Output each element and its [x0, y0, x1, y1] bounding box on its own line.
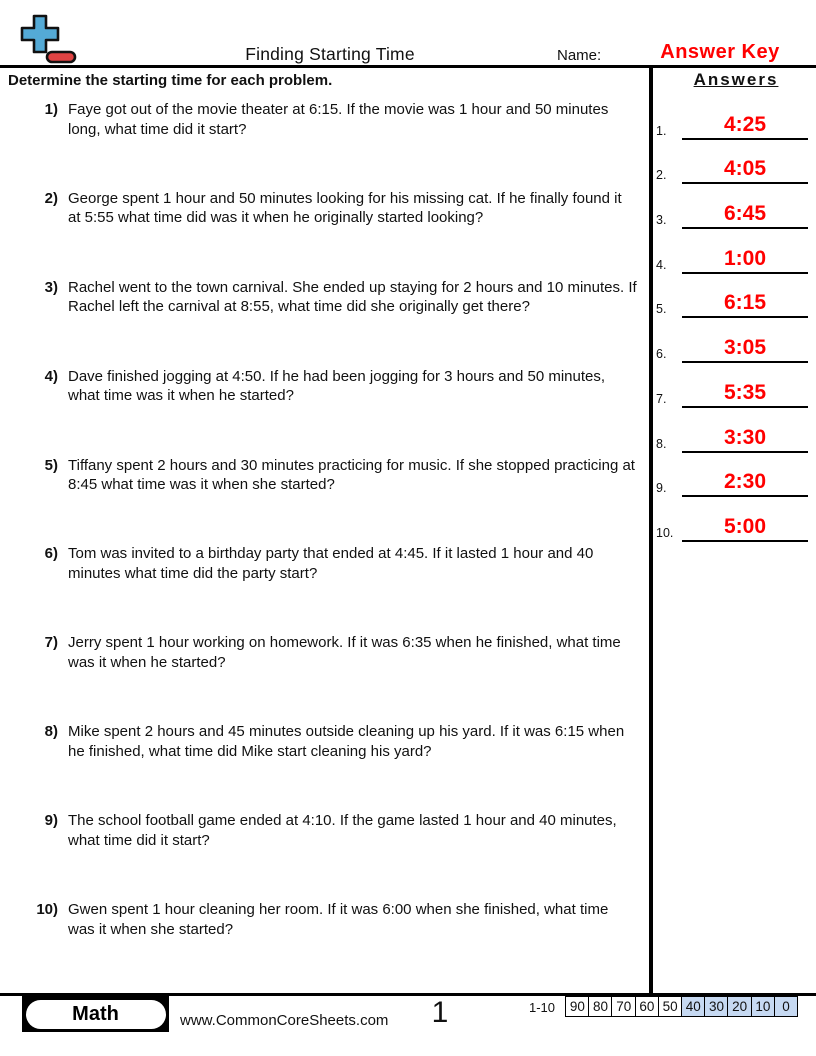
answer-number: 7.: [656, 391, 667, 406]
question-text: George spent 1 hour and 50 minutes looking for his missing cat. If he finally found it at 5:55 what time did was it when he originally started looking?: [68, 189, 622, 227]
question-text: Dave finished jogging at 4:50. If he had been jogging for 3 hours and 50 minutes, what time was it when he started?: [68, 367, 606, 405]
question-item: [30, 811, 642, 900]
answer-value: 3:05: [682, 337, 808, 363]
answer-number: 8.: [656, 436, 667, 451]
question-number: 6): [44, 545, 58, 563]
answer-item: [656, 229, 808, 274]
question-number: 9): [44, 812, 58, 830]
question-text: Rachel went to the town carnival. She ended up staying for 2 hours and 10 minutes. If Rachel left the carnival at 8:55, what time did she originally get there?: [68, 278, 637, 316]
question-number: 1): [44, 101, 58, 118]
question-item: [30, 544, 642, 633]
question-number: 2): [44, 189, 58, 207]
questions-list: [30, 100, 642, 989]
answer-item: [656, 184, 808, 229]
answer-value: 2:30: [682, 471, 808, 497]
answer-item: [656, 140, 808, 185]
answer-number: 6.: [656, 347, 667, 362]
answer-value: 3:30: [682, 427, 808, 453]
question-text: Tom was invited to a birthday party that ended at 4:45. If it lasted 1 hour and 40 minutes what time did the party start?: [68, 545, 594, 582]
question-number: 7): [44, 634, 58, 652]
answer-number: 5.: [656, 302, 667, 317]
question-item: [30, 456, 642, 545]
answer-number: 1.: [656, 123, 667, 138]
answer-item: [656, 497, 808, 542]
answer-item: [656, 408, 808, 453]
score-range-label: 1-10: [529, 1000, 556, 1015]
question-text: Jerry spent 1 hour working on homework. If it was 6:35 when he finished, what time was it when he started?: [68, 634, 621, 671]
question-text: The school football game ended at 4:10. If the game lasted 1 hour and 40 minutes, what time did it start?: [68, 812, 617, 849]
answer-number: 4.: [656, 257, 667, 272]
answer-value: 4:05: [682, 158, 808, 184]
answers-list: [656, 95, 808, 542]
score-cell: 40: [681, 996, 706, 1017]
question-number: 4): [44, 367, 58, 385]
answer-value: 6:15: [682, 292, 808, 318]
answer-number: 9.: [656, 481, 667, 496]
score-cell: 20: [727, 996, 752, 1017]
question-text: Gwen spent 1 hour cleaning her room. If it was 6:00 when she finished, what time was it when she started?: [68, 901, 609, 938]
plus-icon: [22, 16, 58, 52]
question-text: Tiffany spent 2 hours and 30 minutes practicing for music. If she stopped practicing at 8:45 what time was it when she started?: [68, 456, 635, 494]
question-text: Faye got out of the movie theater at 6:15. If the movie was 1 hour and 50 minutes long, what time did it start?: [68, 101, 609, 138]
answer-item: [656, 363, 808, 408]
score-cell: 90: [565, 996, 590, 1017]
answers-heading: Answers: [693, 70, 779, 89]
question-item: [30, 189, 642, 278]
answer-number: 2.: [656, 168, 667, 183]
score-cell: 10: [751, 996, 776, 1017]
question-item: [30, 278, 642, 367]
score-cell: 80: [588, 996, 613, 1017]
question-item: [30, 100, 642, 189]
question-item: [30, 900, 642, 989]
score-cell: 60: [635, 996, 660, 1017]
question-item: [30, 722, 642, 811]
question-number: 10): [36, 901, 58, 919]
answer-number: 3.: [656, 213, 667, 228]
subject-badge-label: Math: [26, 1000, 166, 1029]
answer-item: [656, 274, 808, 319]
worksheet-title: Finding Starting Time: [245, 44, 415, 64]
answer-item: [656, 453, 808, 498]
question-number: 5): [44, 456, 58, 474]
score-cell: 50: [658, 996, 683, 1017]
minus-icon: [47, 52, 75, 62]
header-divider: [0, 65, 816, 68]
question-number: 8): [44, 723, 58, 741]
answer-number: 10.: [656, 525, 674, 540]
score-cell: 70: [611, 996, 636, 1017]
answer-value: 4:25: [682, 114, 808, 140]
answer-value: 1:00: [682, 248, 808, 274]
website-text: www.CommonCoreSheets.com: [180, 1012, 389, 1029]
answer-item: [656, 318, 808, 363]
answers-column-divider: [649, 67, 653, 994]
answer-key-text: Answer Key: [660, 41, 780, 63]
question-item: [30, 633, 642, 722]
score-cell: 30: [704, 996, 729, 1017]
answer-value: 6:45: [682, 203, 808, 229]
answer-item: [656, 95, 808, 140]
instructions-text: Determine the starting time for each problem.: [8, 72, 333, 89]
answer-value: 5:35: [682, 382, 808, 408]
subject-badge: [22, 996, 169, 1032]
score-cell: 0: [774, 996, 799, 1017]
question-text: Mike spent 2 hours and 45 minutes outside cleaning up his yard. If it was 6:15 when he finished, what time did Mike start cleaning his yard?: [68, 723, 625, 760]
score-table: [565, 996, 798, 1017]
plus-minus-logo: [20, 14, 78, 64]
question-item: [30, 367, 642, 456]
answer-value: 5:00: [682, 516, 808, 542]
question-number: 3): [44, 278, 58, 296]
page-number: 1: [431, 996, 449, 1029]
name-label: Name:: [557, 47, 602, 64]
